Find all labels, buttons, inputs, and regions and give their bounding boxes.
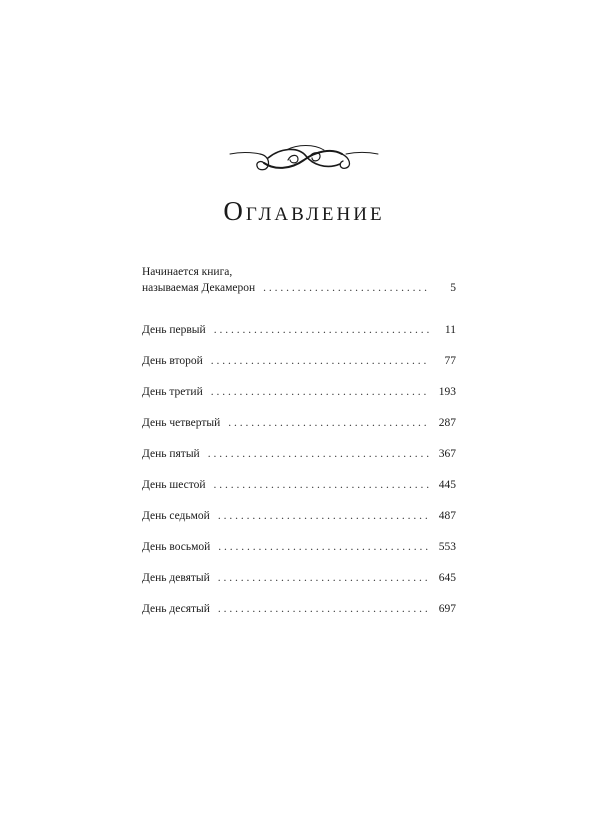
dot-leader [211, 353, 430, 369]
toc-entry[interactable] [142, 539, 456, 555]
dot-leader [218, 570, 430, 586]
toc-entry[interactable] [142, 477, 456, 493]
toc-entry-page: 193 [438, 386, 456, 398]
toc-entry-page: 445 [438, 479, 456, 491]
toc-entry[interactable] [142, 601, 456, 617]
toc-entry[interactable] [142, 570, 456, 586]
toc-entry-page: 367 [438, 448, 456, 460]
toc-entry-label: День седьмой [142, 510, 210, 522]
flourish-icon [228, 140, 380, 176]
toc-entry-page: 645 [438, 572, 456, 584]
table-of-contents [142, 264, 456, 617]
dot-leader [214, 322, 430, 338]
toc-entry-label-line1: Начинается книга, [142, 266, 233, 278]
dot-leader [218, 601, 430, 617]
toc-entry-page: 5 [450, 282, 456, 294]
page-title: Оглавление [223, 196, 385, 226]
toc-entry-label: День десятый [142, 603, 210, 615]
toc-entry[interactable] [142, 322, 456, 338]
toc-entry-page: 487 [438, 510, 456, 522]
dot-leader [208, 446, 430, 462]
dot-leader [218, 539, 430, 555]
toc-entry-label: День второй [142, 355, 203, 367]
toc-entry-label: День пятый [142, 448, 200, 460]
toc-entry-label: День восьмой [142, 541, 211, 553]
toc-entry-page: 77 [444, 355, 456, 367]
toc-entry-page: 697 [438, 603, 456, 615]
toc-entry-label: называемая Декамерон [142, 282, 256, 294]
toc-entry-label: День четвертый [142, 417, 221, 429]
toc-entry-page: 11 [444, 324, 456, 336]
toc-entry-label: День девятый [142, 572, 210, 584]
toc-entry-page: 553 [438, 541, 456, 553]
dot-leader [263, 280, 430, 296]
toc-entry[interactable] [142, 415, 456, 431]
toc-entry[interactable] [142, 384, 456, 400]
dot-leader [214, 477, 431, 493]
dot-leader [218, 508, 430, 524]
toc-entry-label: День третий [142, 386, 203, 398]
toc-entry[interactable] [142, 353, 456, 369]
dot-leader [228, 415, 430, 431]
toc-entry[interactable] [142, 264, 456, 307]
toc-entry-label: День первый [142, 324, 206, 336]
toc-entry[interactable] [142, 446, 456, 462]
toc-entry-label: День шестой [142, 479, 206, 491]
dot-leader [211, 384, 430, 400]
toc-entry-page: 287 [438, 417, 456, 429]
toc-entry[interactable] [142, 508, 456, 524]
